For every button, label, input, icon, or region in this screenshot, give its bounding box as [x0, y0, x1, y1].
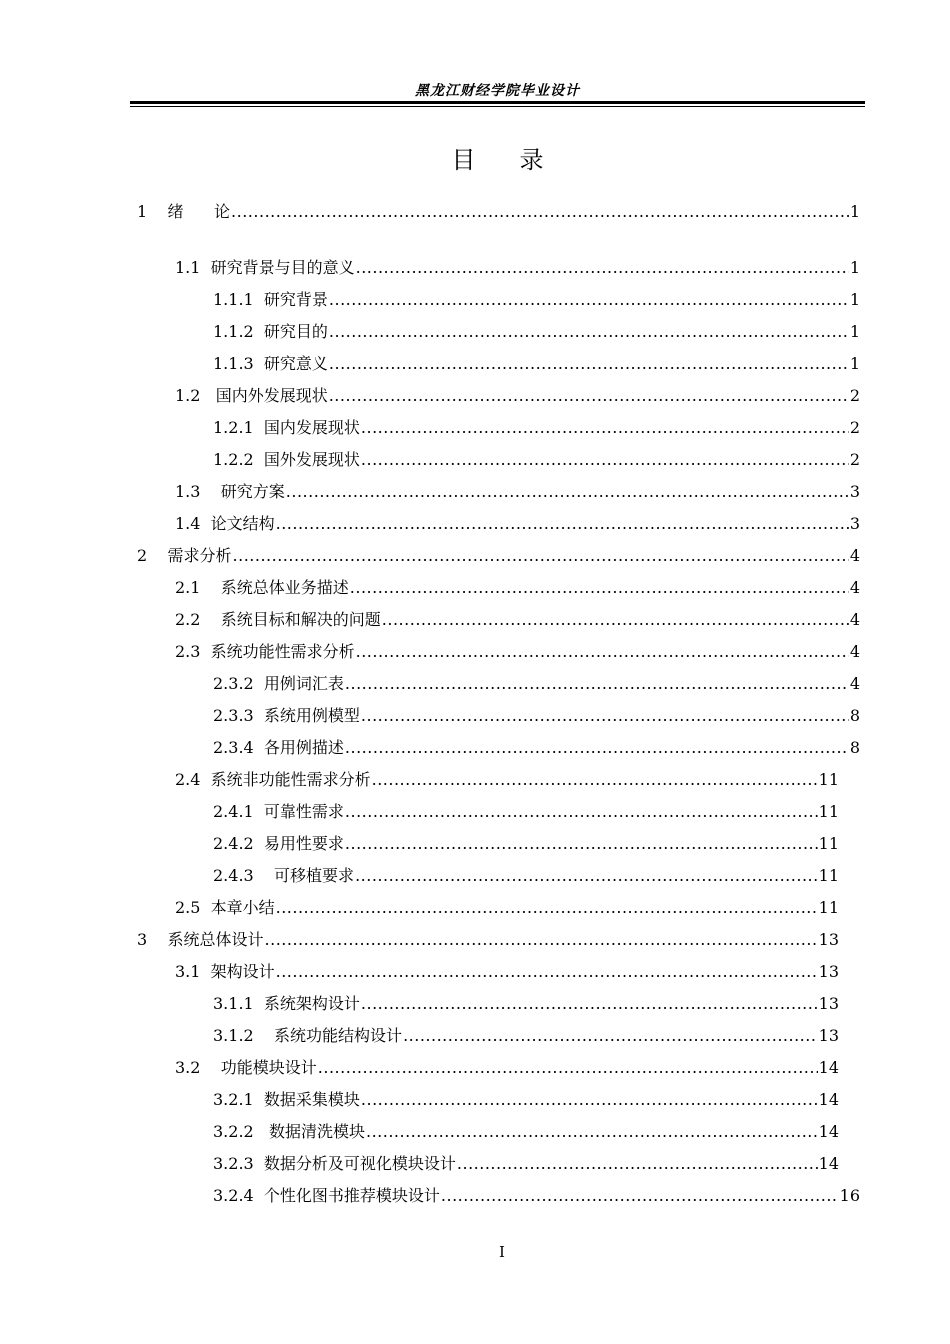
toc-entry-label: 1.1.3 研究意义	[213, 354, 328, 373]
toc-entry-label: 2.1 系统总体业务描述	[175, 578, 349, 597]
toc-entry[interactable]	[213, 864, 839, 888]
toc-entry-page: 3	[849, 514, 860, 533]
toc-entry-label: 1.1.1 研究背景	[213, 290, 328, 309]
toc-entry-page: 2	[849, 386, 860, 405]
toc-leader	[276, 512, 849, 536]
toc-leader	[329, 320, 849, 344]
toc-entry-label: 3.2.1 数据采集模块	[213, 1090, 360, 1109]
toc-entry[interactable]	[213, 992, 839, 1016]
toc-leader	[286, 480, 849, 504]
toc-title: 目录	[451, 146, 588, 174]
toc-leader	[441, 1184, 839, 1208]
toc-entry[interactable]	[213, 1184, 860, 1208]
toc-leader	[276, 896, 818, 920]
toc-entry[interactable]	[213, 736, 860, 760]
toc-entry[interactable]	[175, 480, 860, 504]
toc-entry-page: 1	[849, 290, 860, 309]
toc-entry-page: 4	[849, 674, 860, 693]
toc-leader	[350, 576, 849, 600]
toc-entry-label: 3.1 架构设计	[175, 962, 275, 981]
toc-entry[interactable]	[175, 608, 860, 632]
toc-entry-label: 2.3 系统功能性需求分析	[175, 642, 355, 661]
toc-entry-page: 1	[849, 202, 860, 221]
toc-entry-page: 1	[849, 322, 860, 341]
toc-leader	[329, 384, 849, 408]
header-rule-thick	[130, 101, 865, 104]
toc-leader	[345, 736, 849, 760]
toc-entry[interactable]	[213, 800, 839, 824]
toc-leader	[356, 640, 849, 664]
toc-entry-label: 1.2.1 国内发展现状	[213, 418, 360, 437]
toc-entry-page: 13	[818, 994, 839, 1013]
toc-entry[interactable]	[213, 1152, 839, 1176]
toc-entry-label: 2.4 系统非功能性需求分析	[175, 770, 371, 789]
toc-leader	[231, 200, 849, 224]
toc-entry-page: 4	[849, 642, 860, 661]
toc-entry-label: 1 绪 论	[137, 202, 231, 221]
toc-entry[interactable]	[213, 1088, 839, 1112]
toc-entry-label: 2.3.4 各用例描述	[213, 738, 344, 757]
toc-entry[interactable]	[137, 544, 860, 568]
toc-entry-label: 1.4 论文结构	[175, 514, 275, 533]
toc-entry[interactable]	[213, 448, 860, 472]
toc-entry-page: 1	[849, 354, 860, 373]
toc-entry-page: 11	[818, 802, 839, 821]
toc-leader	[265, 928, 818, 952]
toc-entry-page: 4	[849, 610, 860, 629]
toc-entry-page: 13	[818, 962, 839, 981]
toc-entry-page: 8	[849, 738, 860, 757]
toc-entry-page: 8	[849, 706, 860, 725]
toc-entry-label: 2.4.1 可靠性需求	[213, 802, 344, 821]
toc-entry-label: 3.1.2 系统功能结构设计	[213, 1026, 403, 1045]
toc-entry-page: 16	[839, 1186, 860, 1205]
toc-leader	[372, 768, 818, 792]
header-rule-thin	[130, 106, 865, 107]
toc-entry-page: 11	[818, 770, 839, 789]
toc-entry-label: 2.4.3 可移植要求	[213, 866, 355, 885]
toc-entry[interactable]	[137, 928, 839, 952]
header-title: 黑龙江财经学院毕业设计	[415, 83, 580, 99]
toc-entry-page: 14	[818, 1122, 839, 1141]
toc-entry[interactable]	[175, 960, 839, 984]
toc-leader	[356, 256, 849, 280]
toc-entry-page: 4	[849, 578, 860, 597]
toc-leader	[345, 832, 818, 856]
toc-entry[interactable]	[175, 896, 839, 920]
toc-entry-label: 2.5 本章小结	[175, 898, 275, 917]
toc-entry-label: 2 需求分析	[137, 546, 232, 565]
toc-leader	[276, 960, 818, 984]
toc-entry[interactable]	[175, 256, 860, 280]
toc-entry-label: 3.2 功能模块设计	[175, 1058, 317, 1077]
toc-leader	[329, 352, 849, 376]
toc-leader	[361, 448, 849, 472]
toc-entry-page: 2	[849, 450, 860, 469]
toc-entry-page: 11	[818, 866, 839, 885]
toc-entry-page: 3	[849, 482, 860, 501]
toc-entry-label: 3.2.4 个性化图书推荐模块设计	[213, 1186, 440, 1205]
toc-entry-label: 2.3.3 系统用例模型	[213, 706, 360, 725]
toc-entry-label: 2.4.2 易用性要求	[213, 834, 344, 853]
toc-entry-label: 1.1 研究背景与目的意义	[175, 258, 355, 277]
toc-entry-page: 11	[818, 898, 839, 917]
toc-entry-page: 4	[849, 546, 860, 565]
toc-leader	[361, 704, 849, 728]
toc-entry-label: 2.3.2 用例词汇表	[213, 674, 344, 693]
toc-entry[interactable]	[137, 200, 860, 224]
toc-leader	[345, 800, 818, 824]
toc-entry[interactable]	[175, 1056, 839, 1080]
toc-entry[interactable]	[213, 672, 860, 696]
toc-entry-label: 1.1.2 研究目的	[213, 322, 328, 341]
toc-leader	[329, 288, 849, 312]
toc-entry-page: 11	[818, 834, 839, 853]
toc-leader	[457, 1152, 818, 1176]
toc-entry[interactable]	[175, 512, 860, 536]
toc-entry-page: 14	[818, 1154, 839, 1173]
toc-entry-page: 14	[818, 1058, 839, 1077]
toc-entry[interactable]	[213, 1024, 839, 1048]
toc-entry-label: 1.3 研究方案	[175, 482, 285, 501]
toc-entry[interactable]	[213, 416, 860, 440]
toc-entry[interactable]	[175, 640, 860, 664]
toc-entry[interactable]	[213, 320, 860, 344]
toc-entry-page: 1	[849, 258, 860, 277]
toc-leader	[361, 1088, 818, 1112]
toc-entry[interactable]	[213, 832, 839, 856]
toc-leader	[355, 864, 818, 888]
toc-entry-page: 2	[849, 418, 860, 437]
toc-entry[interactable]	[213, 352, 860, 376]
toc-leader	[361, 416, 849, 440]
toc-leader	[361, 992, 818, 1016]
toc-leader	[366, 1120, 818, 1144]
toc-entry[interactable]	[213, 1120, 839, 1144]
toc-leader	[318, 1056, 818, 1080]
toc-entry-page: 13	[818, 930, 839, 949]
toc-leader	[382, 608, 849, 632]
toc-leader	[403, 1024, 818, 1048]
toc-entry[interactable]	[213, 288, 860, 312]
toc-leader	[233, 544, 849, 568]
toc-entry[interactable]	[175, 384, 860, 408]
toc-entry-label: 2.2 系统目标和解决的问题	[175, 610, 381, 629]
toc-leader	[345, 672, 849, 696]
toc-entry-label: 3.2.3 数据分析及可视化模块设计	[213, 1154, 456, 1173]
toc-entry[interactable]	[175, 576, 860, 600]
toc-entry-label: 1.2 国内外发展现状	[175, 386, 328, 405]
toc-entry-page: 14	[818, 1090, 839, 1109]
toc-entry-label: 3.1.1 系统架构设计	[213, 994, 360, 1013]
toc-entry[interactable]	[213, 704, 860, 728]
toc-entry-label: 1.2.2 国外发展现状	[213, 450, 360, 469]
toc-entry-label: 3.2.2 数据清洗模块	[213, 1122, 365, 1141]
page-number: I	[499, 1243, 505, 1261]
toc-entry-page: 13	[818, 1026, 839, 1045]
toc-entry-label: 3 系统总体设计	[137, 930, 264, 949]
toc-entry[interactable]	[175, 768, 839, 792]
